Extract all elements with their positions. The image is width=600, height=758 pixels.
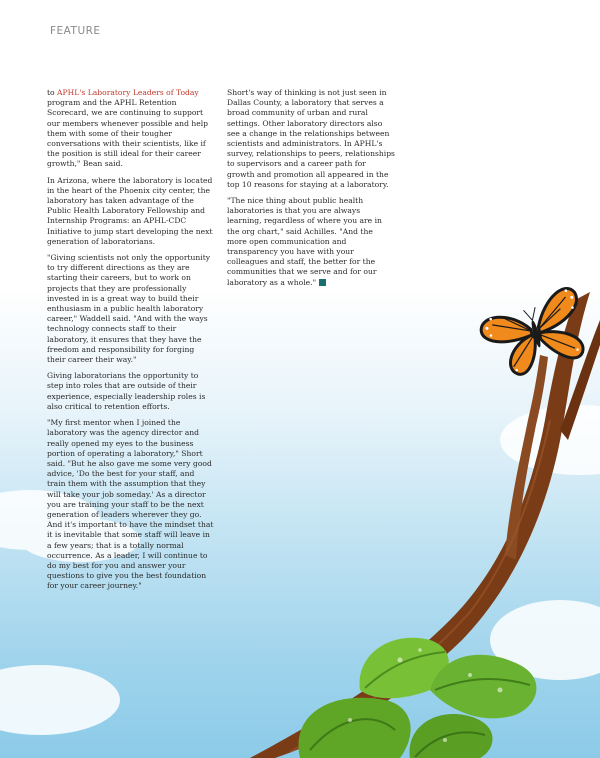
paragraph: In Arizona, where the laboratory is located in the heart of the Phoenix city center, the laboratory has taken advantage of the Public Health Laboratory Fellowship and Internship Programs: an APHL-CDC Initiative to jump start developing the next generation of laboratorians.: [47, 175, 213, 246]
leaf-cluster-illustration: [298, 638, 536, 758]
paragraph: Short's way of thinking is not just seen in Dallas County, a laboratory that serves a broad community of urban and rural settings. Other laboratory directors also see a change in the relationships between scientists and administrators. In APHL's survey, relationships to peers, relationships to supervisors and a career path for growth and promotion all appeared in the top 10 reasons for staying at a laboratory.: [227, 88, 395, 189]
paragraph-lead-in: to: [47, 88, 58, 97]
paragraph: Giving laboratorians the opportunity to step into roles that are outside of their experience, especially leadership roles is also critical to retention efforts.: [47, 371, 206, 411]
paragraph: "Giving scientists not only the opportunity to try different directions as they are starting their careers, but to work on projects that they are professionally invested in is a great way to build their enthusiasm in a public health laboratory career," Waddell said. "And with the ways technology connects staff to their laboratory, it ensures that they have the freedom and responsibility for forging their career their way.": [47, 253, 211, 365]
section-label: FEATURE: [50, 25, 101, 37]
paragraph-text: "The nice thing about public health laboratories is that you are always learning, regardless of where you are in the org chart," said Achilles. "And the more open communication and transparency you have with your colleagues and staff, the better for the communities that we serve and for our laboratory as a whole.": [227, 196, 382, 287]
paragraph-text: program and the APHL Retention Scorecard, we are continuing to support our members whenever possible and help them with some of their tougher conversations with their scientists, like if the position is still ideal for their career growth," Bean said.: [47, 98, 209, 169]
paragraph: "My first mentor when I joined the laboratory was the agency director and really opened my eyes to the business portion of operating a laboratory," Short said. "But he also gave me some very good advice, 'Do the best for your staff, and train them with the assumption that they will take your job someday.' As a director you are training your staff to be the next generation of leaders wherever they go. And it's important to have the mindset that it is inevitable that some staff will leave in a few years; that is a totally normal occurrence. As a leader, I will continue to do my best for you and answer your questions to give you the best foundation for your career journey.": [47, 418, 214, 591]
program-link[interactable]: APHL's Laboratory Leaders of Today: [57, 88, 199, 97]
